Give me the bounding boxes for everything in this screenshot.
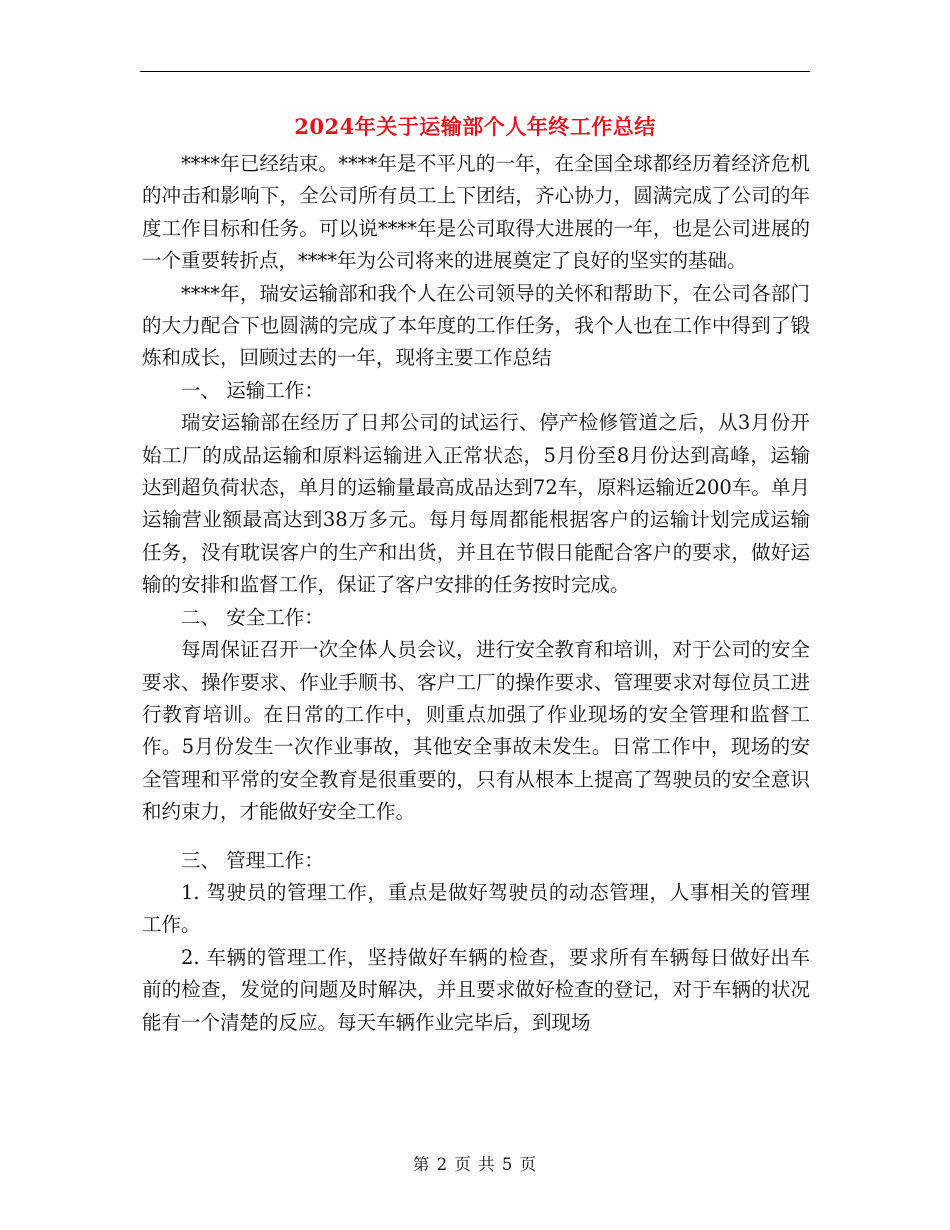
header-rule: [140, 71, 810, 72]
paragraph-safety: 每周保证召开一次全体人员会议，进行安全教育和培训，对于公司的安全要求、操作要求、作业手顺书、客户工厂的操作要求、管理要求对每位员工进行教育培训。在日常的工作中，则重点加强了作业现场的安全管理和监督工作。5月份发生一次作业事故，其他安全事故未发生。日常工作中，现场的安全管理和平常的安全教育是很重要的，只有从根本上提高了驾驶员的安全意识和约束力，才能做好安全工作。: [142, 638, 810, 824]
section-heading-management: 三、 管理工作：: [181, 848, 324, 872]
paragraph-summary: ****年，瑞安运输部和我个人在公司领导的关怀和帮助下，在公司各部门的大力配合下也圆满的完成了本年度的工作任务，我个人也在工作中得到了锻炼和成长，回顾过去的一年，现将主要工作总结: [142, 281, 810, 370]
document-title: 2024年关于运输部个人年终工作总结: [294, 114, 656, 139]
page-number: 第 2 页 共 5 页: [412, 1155, 538, 1174]
document-body: [142, 148, 810, 1039]
section-heading-transport: 一、 运输工作：: [181, 378, 324, 402]
paragraph-intro: ****年已经结束。****年是不平凡的一年，在全国全球都经历着经济危机的冲击和影响下，全公司所有员工上下团结，齐心协力，圆满完成了公司的年度工作目标和任务。可以说****年是公司取得大进展的一年，也是公司进展的一个重要转折点，****年为公司将来的进展奠定了良好的坚实的基础。: [142, 152, 810, 273]
section-heading-safety: 二、 安全工作：: [181, 605, 324, 629]
paragraph-vehicle-management: 2. 车辆的管理工作，坚持做好车辆的检查，要求所有车辆每日做好出车前的检查，发觉的问题及时解决，并且要求做好检查的登记，对于车辆的状况能有一个清楚的反应。每天车辆作业完毕后，到现场: [142, 945, 810, 1034]
paragraph-transport: 瑞安运输部在经历了日邦公司的试运行、停产检修管道之后，从3月份开始工厂的成品运输和原料运输进入正常状态，5月份至8月份达到高峰，运输达到超负荷状态，单月的运输量最高成品达到72车，原料运输近200车。单月运输营业额最高达到38万多元。每月每周都能根据客户的运输计划完成运输任务，没有耽误客户的生产和出货，并且在节假日能配合客户的要求，做好运输的安排和监督工作，保证了客户安排的任务按时完成。: [142, 411, 810, 597]
paragraph-driver-management: 1. 驾驶员的管理工作，重点是做好驾驶员的动态管理，人事相关的管理工作。: [142, 880, 810, 937]
